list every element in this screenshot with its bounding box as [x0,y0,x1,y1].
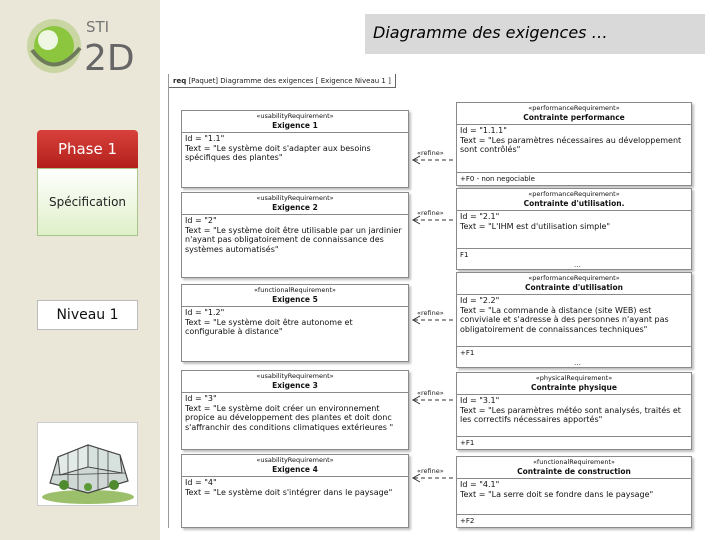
requirement-stereotype: «performanceRequirement» [528,190,620,198]
requirement-text: Text = "L'IHM est d'utilisation simple" [460,221,611,231]
requirement-header [457,373,691,395]
requirement-name: Contrainte d'utilisation. [523,199,625,208]
requirement-stereotype: «functionalRequirement» [532,458,616,466]
requirement-id: Id = "1.1" [185,134,225,143]
requirement-header [182,455,408,477]
requirement-stereotype: «performanceRequirement» [528,104,620,112]
refine-label: «refine» [417,149,444,157]
requirement-body [182,215,408,255]
level-tab[interactable]: Niveau 1 [37,300,138,330]
requirement-id: Id = "4.1" [460,480,500,489]
requirement-id: Id = "3.1" [460,396,500,405]
requirement-name: Contrainte performance [523,113,625,122]
requirement-id: Id = "4" [185,478,217,487]
requirement-body [457,295,691,335]
refine-label: «refine» [417,209,444,217]
requirement-name: Contrainte d'utilisation [524,283,623,292]
requirement-text: Text = "Le système doit être utilisable par un jardinier n'ayant pas obligatoirement de connaissance des systèmes automatisés" [185,225,402,254]
requirement-text: Text = "La commande à distance (site WEB) est conviviale et s'adresse à des personnes n'ayant pas obligatoirement de connaissances techniques" [460,305,669,334]
requirement-id: Id = "3" [185,394,217,403]
left-requirement-box[interactable] [181,454,409,528]
requirement-id: Id = "1.1.1" [460,126,507,135]
left-panel [0,0,160,540]
requirement-stereotype: «usabilityRequirement» [256,112,334,120]
requirement-extra: +F1 [457,346,691,359]
requirement-text: Text = "Les paramètres nécessaires au développement sont contrôlés" [460,135,682,154]
requirement-id: Id = "1.2" [185,308,225,317]
requirement-stereotype: «physicalRequirement» [535,374,613,382]
refine-label: «refine» [417,309,444,317]
requirement-extra: +F0 - non negociable [457,172,691,185]
requirement-stereotype: «usabilityRequirement» [256,194,334,202]
requirement-header [457,103,691,125]
logo-text-main: 2D [84,38,135,79]
right-requirement-box[interactable] [456,188,692,270]
requirement-body [182,307,408,338]
requirement-header [457,189,691,211]
left-requirement-box[interactable] [181,284,409,362]
logo-graphic [24,10,136,80]
requirement-header [457,457,691,479]
requirement-id: Id = "2.1" [460,212,500,221]
requirement-name: Exigence 5 [272,295,318,304]
requirement-text: Text = "Le système doit s'intégrer dans le paysage" [185,487,393,497]
right-requirement-box[interactable] [456,456,692,528]
right-requirement-box[interactable] [456,272,692,368]
requirement-header [182,285,408,307]
requirement-body [182,133,408,164]
requirement-name: Exigence 3 [272,381,318,390]
requirement-header [457,273,691,295]
left-requirement-box[interactable] [181,370,409,450]
requirement-name: Exigence 1 [272,121,318,130]
requirement-name: Exigence 4 [272,465,318,474]
requirement-stereotype: «usabilityRequirement» [256,456,334,464]
diagram-frame-label: [Paquet] Diagramme des exigences [ Exigence Niveau 1 ] [188,77,391,85]
requirement-id: Id = "2" [185,216,217,225]
requirement-header [182,111,408,133]
requirement-name: Contrainte physique [531,383,617,392]
requirement-text: Text = "Le système doit s'adapter aux besoins spécifiques des plantes" [185,143,371,162]
refine-label: «refine» [417,389,444,397]
requirement-body [457,479,691,500]
requirement-name: Contrainte de construction [517,467,631,476]
requirement-stereotype: «performanceRequirement» [528,274,620,282]
phase-tab[interactable]: Phase 1 [37,130,138,168]
requirement-stereotype: «functionalRequirement» [253,286,337,294]
requirement-ellipsis: … [574,359,581,367]
sti2d-logo [24,10,136,80]
greenhouse-image [37,422,138,506]
left-requirement-box[interactable] [181,192,409,278]
requirement-body [182,393,408,433]
refine-label: «refine» [417,467,444,475]
requirement-stereotype: «usabilityRequirement» [256,372,334,380]
requirement-ellipsis: … [574,261,581,269]
right-requirement-box[interactable] [456,102,692,186]
requirement-text: Text = "La serre doit se fondre dans le paysage" [460,489,654,499]
requirement-body [457,211,691,232]
logo-text-top: STI [86,18,110,36]
requirement-body [457,395,691,426]
page-title: Diagramme des exigences … [365,14,705,54]
requirement-header [182,193,408,215]
requirement-body [182,477,408,498]
requirement-extra: +F1 [457,436,691,449]
requirement-extra: F1 [457,248,691,261]
requirement-header [182,371,408,393]
requirement-text: Text = "Le système doit être autonome et configurable à distance" [185,317,353,336]
requirement-text: Text = "Les paramètres météo sont analysés, traités et les correctifs nécessaires apportés" [460,405,681,424]
specification-tab[interactable]: Spécification [37,168,138,236]
requirement-id: Id = "2.2" [460,296,500,305]
requirement-extra: +F2 [457,514,691,527]
requirement-body [457,125,691,156]
requirement-text: Text = "Le système doit créer un environnement propice au développement des plantes et doit donc s'affranchir des conditions climatiques extérieures " [185,403,394,432]
diagram-keyword: req [173,77,187,85]
left-requirement-box[interactable] [181,110,409,188]
requirements-diagram [168,74,708,528]
requirement-name: Exigence 2 [272,203,318,212]
right-requirement-box[interactable] [456,372,692,450]
